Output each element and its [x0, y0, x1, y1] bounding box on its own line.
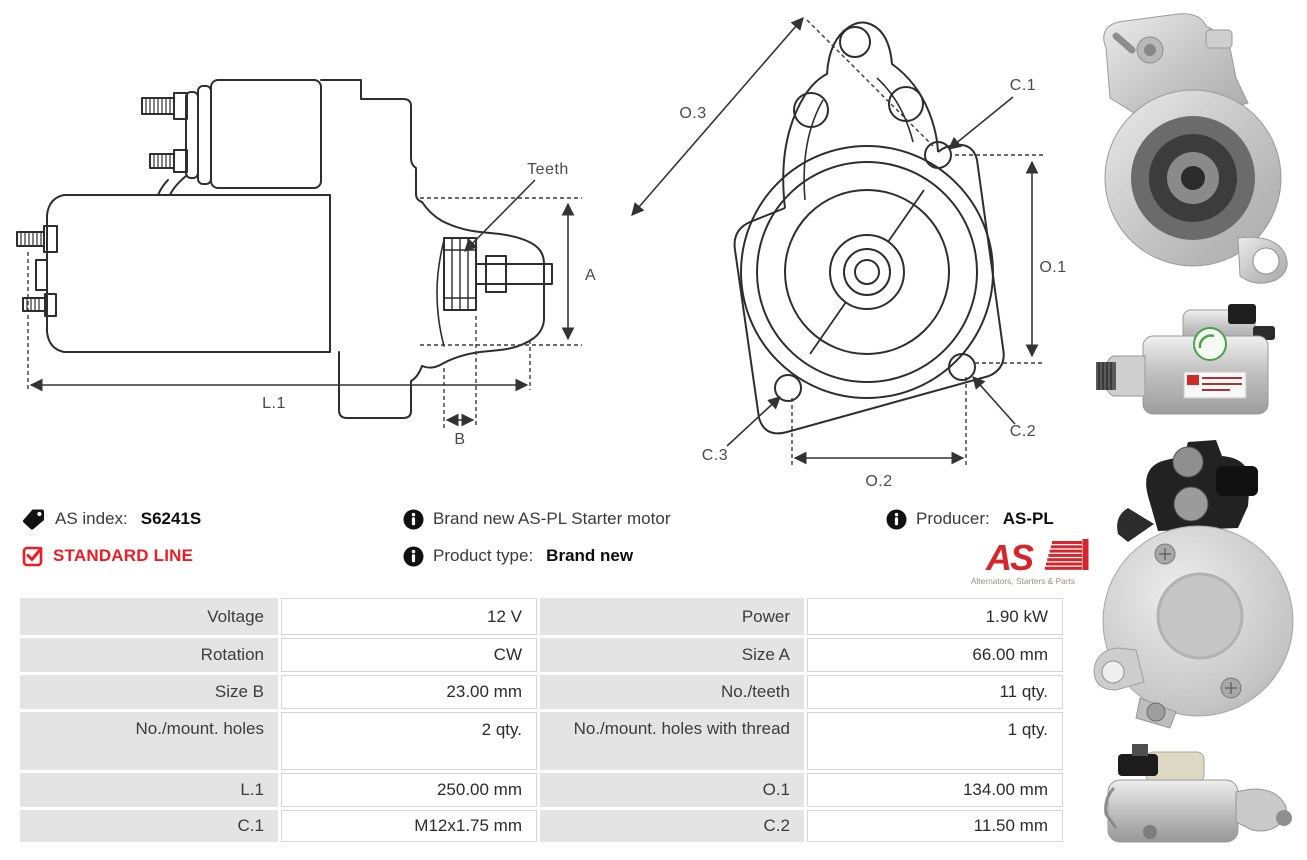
dim-label-l1: L.1: [262, 395, 286, 412]
producer-value: AS-PL: [1002, 509, 1054, 528]
spec-label: C.1: [20, 810, 278, 842]
product-photo-angle-view[interactable]: [1088, 740, 1303, 858]
spec-value: 2 qty.: [281, 712, 537, 770]
product-type-value: Brand new: [546, 546, 634, 565]
spec-value: 66.00 mm: [807, 638, 1063, 672]
as-pl-logo-stripes: [1045, 539, 1089, 570]
as-pl-logo: [956, 537, 1090, 587]
spec-label: Size A: [540, 638, 804, 672]
side-view-technical-drawing: [8, 68, 608, 458]
construction-lines: [792, 20, 1043, 466]
dim-label-b: B: [454, 431, 466, 448]
standard-line-row: [22, 543, 392, 569]
product-type-label: Product type:: [433, 546, 534, 565]
info-icon: [886, 509, 907, 530]
starter-side-outline: [17, 80, 552, 418]
dimension-lines: [31, 180, 568, 420]
spec-label: No./mount. holes with thread: [540, 712, 804, 770]
front-view-technical-drawing: [615, 0, 1080, 495]
product-type-row: [403, 543, 873, 569]
spec-label: No./teeth: [540, 675, 804, 709]
spec-value: 250.00 mm: [281, 773, 537, 807]
product-photo-front-view[interactable]: [1088, 8, 1303, 296]
standard-line-badge: STANDARD LINE: [53, 546, 194, 565]
starter-front-outline: [735, 23, 1004, 434]
spec-value: 1 qty.: [807, 712, 1063, 770]
dim-label-c2: C.2: [1009, 423, 1037, 440]
dim-label-c3: C.3: [701, 447, 729, 464]
product-identity-column: [22, 506, 392, 580]
spec-value: 1.90 kW: [807, 598, 1063, 635]
tag-icon: [22, 508, 46, 530]
dim-label-teeth: Teeth: [527, 161, 569, 178]
spec-value: 23.00 mm: [281, 675, 537, 709]
producer-column: [886, 506, 1096, 586]
as-index-row: [22, 506, 392, 532]
spec-value: 12 V: [281, 598, 537, 635]
as-index-label: AS index:: [55, 509, 128, 528]
spec-label: Power: [540, 598, 804, 635]
spec-label: L.1: [20, 773, 278, 807]
dim-label-o2: O.2: [865, 473, 893, 490]
construction-lines: [28, 198, 582, 428]
as-index-value: S6241S: [140, 509, 202, 528]
spec-label: C.2: [540, 810, 804, 842]
product-description: Brand new AS-PL Starter motor: [433, 509, 671, 528]
checkbox-checked-icon: [22, 545, 44, 567]
spec-table: [20, 598, 1063, 842]
producer-label: Producer:: [916, 509, 990, 528]
description-row: [403, 506, 873, 532]
spec-value: M12x1.75 mm: [281, 810, 537, 842]
as-pl-logo-tagline: Alternators, Starters & Parts: [970, 576, 1076, 586]
as-pl-logo-text: AS: [986, 537, 1033, 578]
info-icon: [403, 509, 424, 530]
product-photo-rear-view[interactable]: [1088, 436, 1303, 736]
producer-row: [886, 506, 1096, 532]
spec-value: CW: [281, 638, 537, 672]
info-icon: [403, 546, 424, 567]
product-description-column: [403, 506, 873, 580]
product-photo-side-view[interactable]: [1088, 298, 1303, 432]
spec-label: Voltage: [20, 598, 278, 635]
spec-label: O.1: [540, 773, 804, 807]
spec-label: Size B: [20, 675, 278, 709]
dim-label-o3: O.3: [679, 105, 707, 122]
spec-value: 134.00 mm: [807, 773, 1063, 807]
spec-label: No./mount. holes: [20, 712, 278, 770]
spec-label: Rotation: [20, 638, 278, 672]
dim-label-a: A: [585, 267, 597, 284]
dim-label-o1: O.1: [1039, 259, 1067, 276]
dim-label-c1: C.1: [1009, 77, 1037, 94]
spec-value: 11 qty.: [807, 675, 1063, 709]
spec-value: 11.50 mm: [807, 810, 1063, 842]
